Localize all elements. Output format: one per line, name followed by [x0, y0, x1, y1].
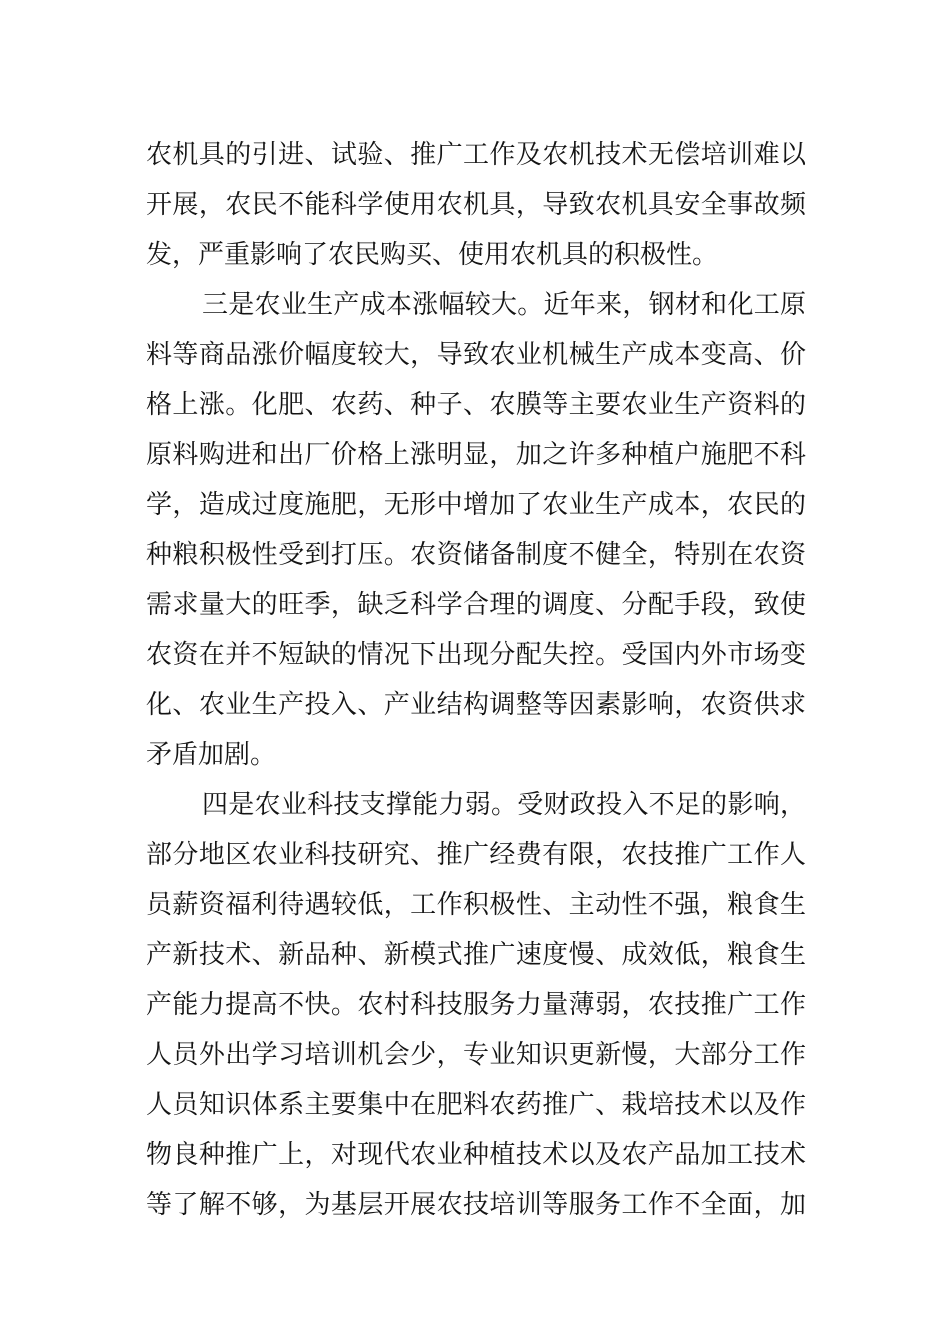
text-line: 种粮积极性受到打压。农资储备制度不健全，特别在农资: [146, 540, 806, 570]
text-line: 开展，农民不能科学使用农机具，导致农机具安全事故频: [146, 190, 806, 220]
text-line: 料等商品涨价幅度较大，导致农业机械生产成本变高、价: [146, 340, 806, 370]
text-line: 学，造成过度施肥，无形中增加了农业生产成本，农民的: [146, 490, 806, 520]
paragraph-start-line: 三是农业生产成本涨幅较大。近年来，钢材和化工原: [202, 290, 806, 320]
text-line: 需求量大的旺季，缺乏科学合理的调度、分配手段，致使: [146, 590, 806, 620]
text-line: 产能力提高不快。农村科技服务力量薄弱，农技推广工作: [146, 990, 806, 1020]
text-line: 员薪资福利待遇较低，工作积极性、主动性不强，粮食生: [146, 890, 806, 920]
text-line: 化、农业生产投入、产业结构调整等因素影响，农资供求: [146, 690, 806, 720]
text-line: 矛盾加剧。: [146, 740, 277, 770]
text-line: 等了解不够，为基层开展农技培训等服务工作不全面，加: [146, 1190, 806, 1220]
text-line: 格上涨。化肥、农药、种子、农膜等主要农业生产资料的: [146, 390, 806, 420]
text-line: 农资在并不短缺的情况下出现分配失控。受国内外市场变: [146, 640, 806, 670]
text-line: 产新技术、新品种、新模式推广速度慢、成效低，粮食生: [146, 940, 806, 970]
text-line: 物良种推广上，对现代农业种植技术以及农产品加工技术: [146, 1140, 806, 1170]
text-line: 农机具的引进、试验、推广工作及农机技术无偿培训难以: [146, 140, 806, 170]
text-line: 人员知识体系主要集中在肥料农药推广、栽培技术以及作: [146, 1090, 806, 1120]
paragraph-start-line: 四是农业科技支撑能力弱。受财政投入不足的影响，: [202, 790, 806, 820]
text-line: 人员外出学习培训机会少，专业知识更新慢，大部分工作: [146, 1040, 806, 1070]
text-line: 原料购进和出厂价格上涨明显，加之许多种植户施肥不科: [146, 440, 806, 470]
text-line: 发，严重影响了农民购买、使用农机具的积极性。: [146, 240, 719, 270]
text-line: 部分地区农业科技研究、推广经费有限，农技推广工作人: [146, 840, 806, 870]
body-text: [146, 130, 806, 1230]
